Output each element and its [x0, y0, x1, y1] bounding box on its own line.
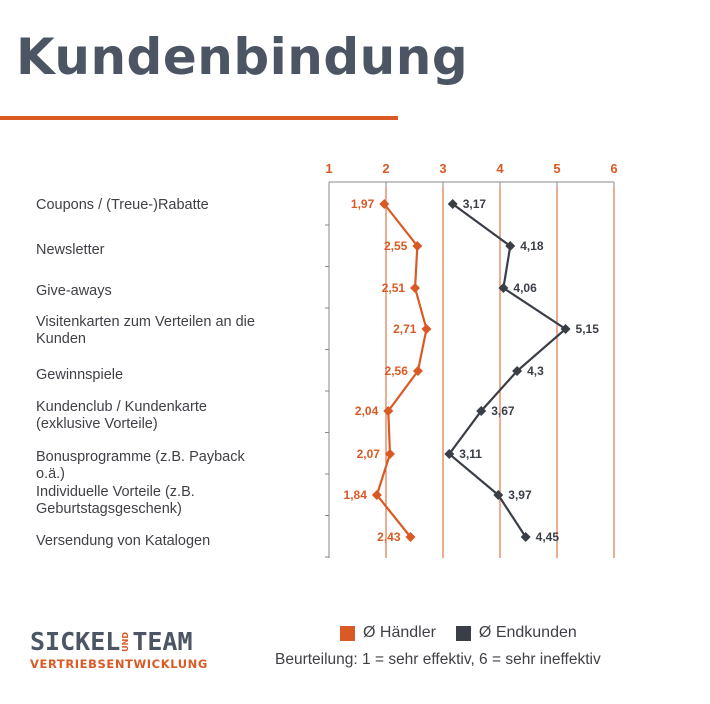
data-label-haendler: 2,55: [383, 239, 408, 253]
data-label-endkunden: 3,17: [462, 197, 487, 211]
category-label: Individuelle Vorteile (z.B. Geburtstagsgeschenk): [36, 484, 195, 517]
legend-label-haendler: Ø Händler: [363, 624, 436, 641]
data-label-haendler: 1,97: [350, 197, 375, 211]
data-label-haendler: 2,04: [354, 404, 379, 418]
category-label: Versendung von Katalogen: [36, 533, 211, 549]
category-label: Bonusprogramme (z.B. Payback o.ä.): [36, 449, 245, 482]
chart-legend: [340, 624, 577, 642]
marker-haendler: [421, 324, 431, 334]
data-label-haendler: 2,56: [384, 364, 408, 378]
category-label: Give-aways: [36, 283, 112, 299]
x-tick-label: 5: [553, 161, 561, 176]
x-tick-label: 4: [496, 161, 504, 176]
category-label: Kundenclub / Kundenkarte (exklusive Vorteile): [36, 399, 207, 432]
legend-swatch-haendler: [340, 626, 355, 641]
legend-label-endkunden: Ø Endkunden: [478, 624, 577, 641]
data-label-haendler: 2,51: [381, 281, 406, 295]
logo-part-sickel: SICKEL: [30, 627, 121, 656]
data-label-endkunden: 3,67: [491, 404, 515, 418]
data-label-haendler: 2,07: [356, 447, 380, 461]
logo-part-und: UND: [121, 631, 131, 652]
x-tick-label: 6: [610, 161, 618, 176]
data-label-endkunden: 4,3: [527, 364, 544, 378]
page-title: Kundenbindung: [16, 28, 469, 86]
data-label-haendler: 1,84: [343, 488, 367, 502]
marker-haendler: [410, 283, 420, 293]
data-label-endkunden: 3,97: [508, 488, 532, 502]
x-tick-label: 3: [439, 161, 447, 176]
rating-note: Beurteilung: 1 = sehr effektiv, 6 = sehr ineffektiv: [275, 651, 601, 668]
data-label-endkunden: 5,15: [575, 322, 599, 336]
legend-swatch-endkunden: [456, 626, 471, 641]
data-label-endkunden: 4,45: [535, 530, 560, 544]
logo-subtitle: VERTRIEBSENTWICKLUNG: [30, 657, 208, 671]
x-tick-label: 2: [382, 161, 390, 176]
logo-part-team: TEAM: [132, 627, 193, 656]
category-label: Newsletter: [36, 242, 105, 258]
company-logo: [30, 627, 208, 671]
data-label-haendler: 2,71: [393, 322, 417, 336]
data-label-endkunden: 4,06: [513, 281, 537, 295]
category-label: Coupons / (Treue-)Rabatte: [36, 197, 209, 213]
category-label: Gewinnspiele: [36, 367, 124, 383]
category-label: Visitenkarten zum Verteilen an die Kunden: [36, 314, 255, 347]
data-label-endkunden: 4,18: [520, 239, 544, 253]
data-label-haendler: 2,43: [377, 530, 401, 544]
data-label-endkunden: 3,11: [459, 447, 482, 461]
x-tick-label: 1: [325, 161, 333, 176]
